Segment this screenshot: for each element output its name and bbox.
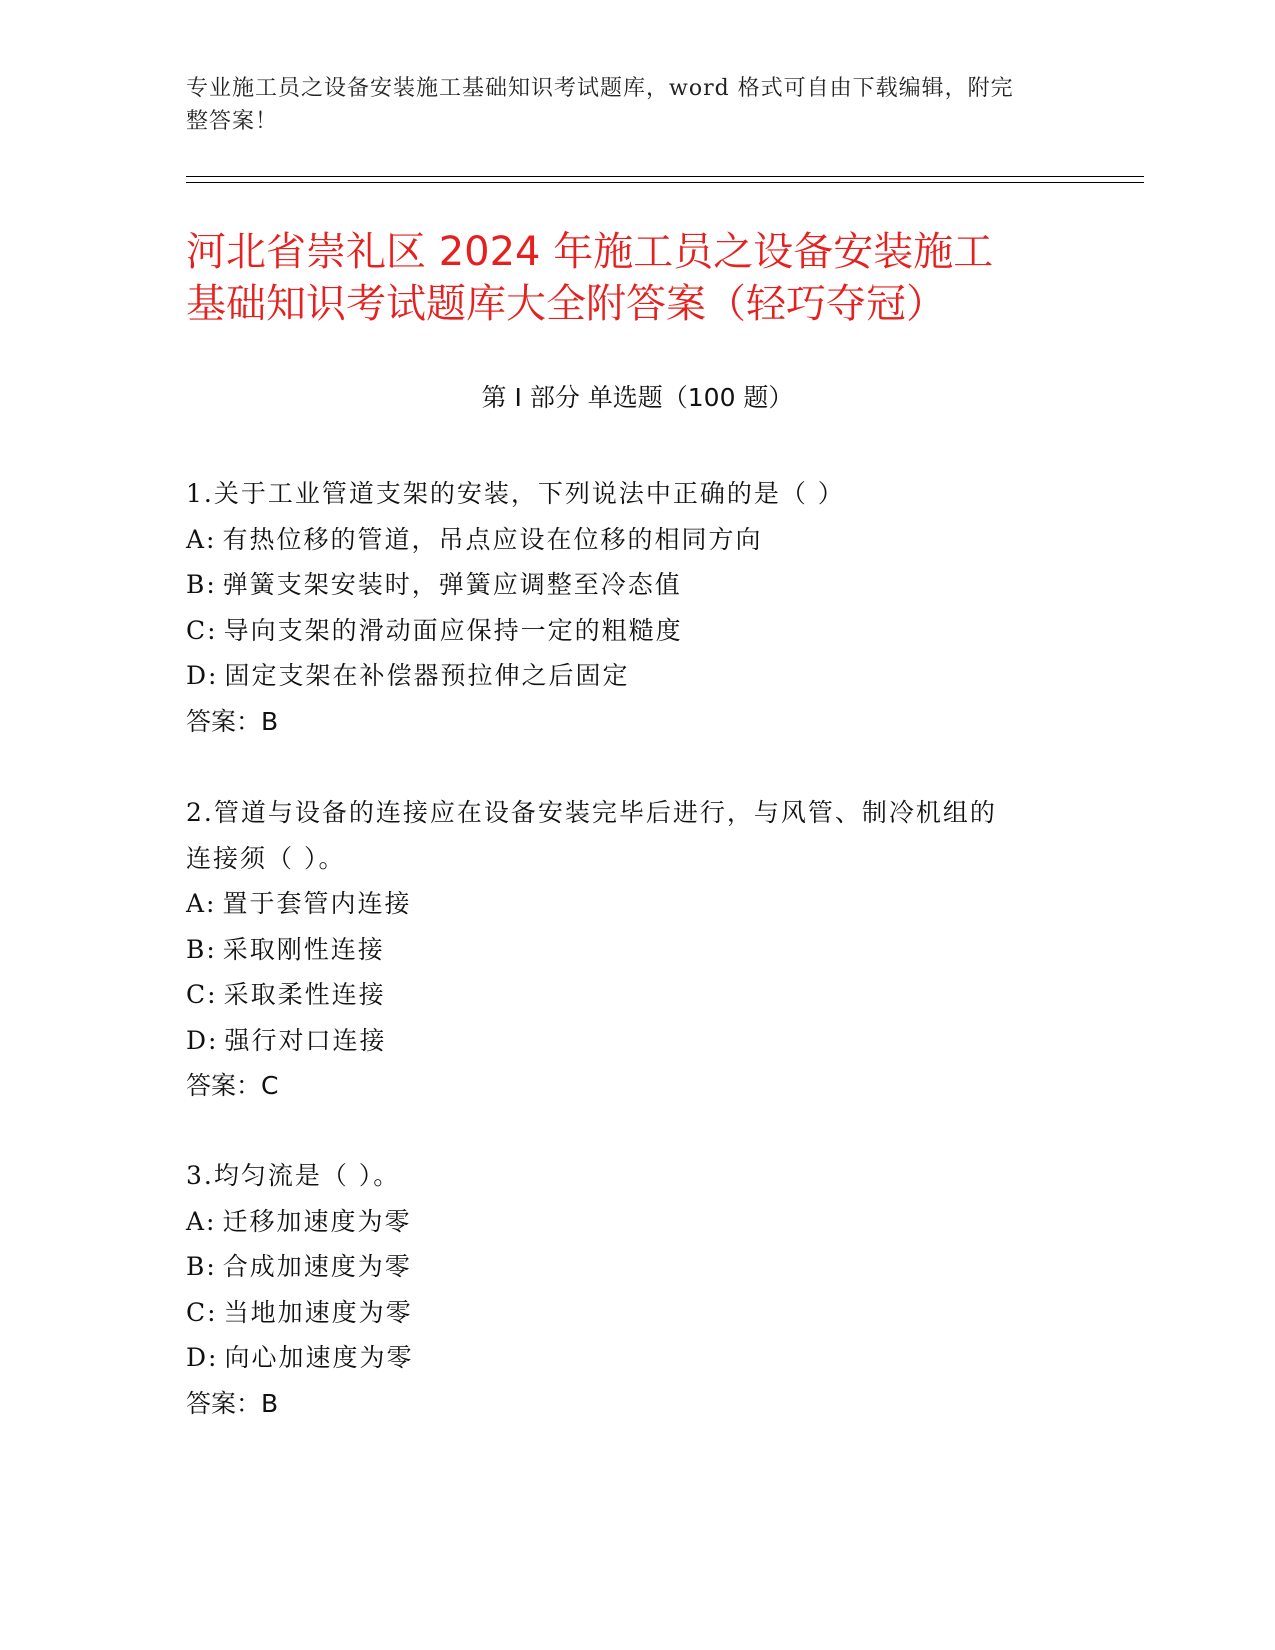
option-text: 采取柔性连接 [223, 980, 386, 1009]
option-letter: C: [186, 1297, 218, 1327]
option-letter: A: [186, 889, 217, 918]
header-note [186, 72, 1066, 138]
option-c [186, 1290, 1086, 1336]
question-3 [186, 1153, 1086, 1426]
option-d [186, 653, 1086, 699]
option-text: 有热位移的管道，吊点应设在位移的相同方向 [222, 524, 763, 554]
question-stem: 连接须（ ）。 [186, 843, 346, 873]
option-letter: C: [186, 615, 218, 645]
option-letter: B: [186, 570, 217, 599]
header-note-line: 专业施工员之设备安装施工基础知识考试题库，word 格式可自由下载编辑，附完 [186, 76, 1014, 101]
question-2 [186, 790, 1086, 1109]
option-text: 导向支架的滑动面应保持一定的粗糙度 [223, 615, 683, 645]
option-letter: B: [186, 934, 217, 964]
question-1 [186, 471, 1086, 744]
answer-line: 答案：B [186, 1388, 279, 1418]
option-c [186, 608, 1086, 654]
option-text: 当地加速度为零 [223, 1297, 413, 1327]
section-heading: 第 I 部分 单选题（100 题） [481, 383, 794, 412]
header-note-line: 整答案！ [186, 109, 279, 134]
option-text: 固定支架在补偿器预拉伸之后固定 [224, 661, 630, 690]
option-text: 弹簧支架安装时，弹簧应调整至冷态值 [222, 570, 682, 599]
option-a [186, 1199, 1086, 1245]
header-divider [186, 176, 1144, 177]
answer-line: 答案：C [186, 1071, 279, 1100]
option-c [186, 972, 1086, 1018]
option-letter: A: [186, 524, 217, 554]
option-a [186, 881, 1086, 927]
option-text: 合成加速度为零 [222, 1252, 412, 1281]
option-text: 置于套管内连接 [222, 889, 412, 918]
option-letter: B: [186, 1252, 217, 1281]
option-letter: D: [186, 661, 219, 690]
document-title-line: 河北省崇礼区 2024 年施工员之设备安装施工 [186, 229, 994, 275]
question-stem: 3.均匀流是（ ）。 [186, 1161, 401, 1190]
question-stem: 2.管道与设备的连接应在设备安装完毕后进行，与风管、制冷机组的 [186, 798, 997, 827]
option-b [186, 927, 1086, 973]
answer-line: 答案：B [186, 706, 279, 736]
option-text: 迁移加速度为零 [222, 1206, 412, 1236]
option-d [186, 1018, 1086, 1064]
option-letter: A: [186, 1206, 217, 1236]
option-text: 采取刚性连接 [222, 934, 385, 964]
option-text: 向心加速度为零 [224, 1343, 414, 1372]
option-letter: D: [186, 1343, 219, 1372]
question-stem: 1.关于工业管道支架的安装，下列说法中正确的是（ ） [186, 479, 845, 508]
option-a [186, 517, 1086, 563]
option-letter: C: [186, 980, 218, 1009]
document-title [186, 226, 1086, 330]
option-text: 强行对口连接 [224, 1025, 387, 1055]
option-d [186, 1335, 1086, 1381]
option-b [186, 1244, 1086, 1290]
document-title-line: 基础知识考试题库大全附答案（轻巧夺冠） [186, 281, 946, 327]
option-letter: D: [186, 1025, 219, 1055]
header-divider [186, 182, 1144, 183]
option-b [186, 562, 1086, 608]
